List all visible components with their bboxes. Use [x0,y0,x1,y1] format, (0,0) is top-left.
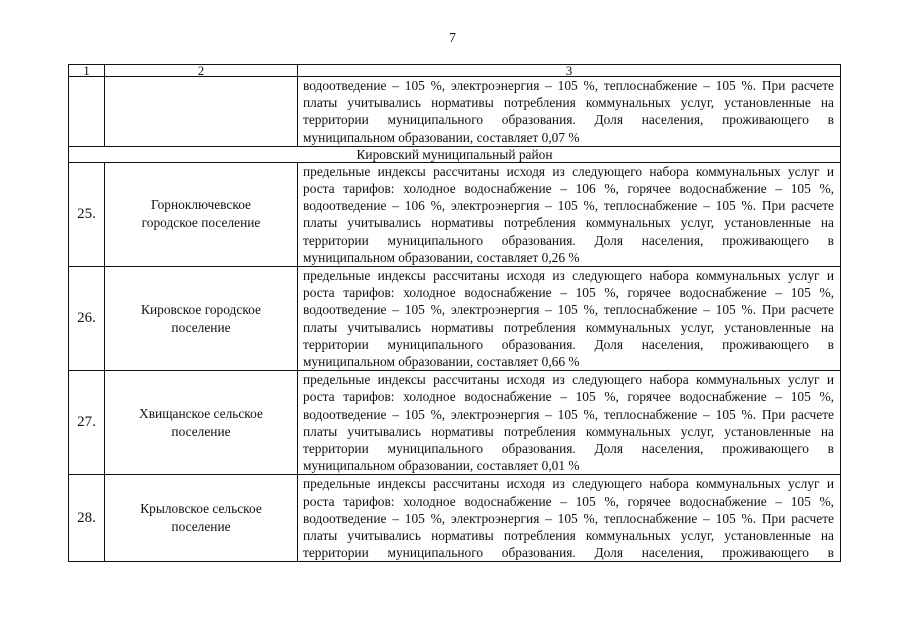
district-heading: Кировский муниципальный район [69,146,841,162]
tariff-description [298,267,841,371]
table-row [69,267,841,371]
row-number: 25. [69,162,105,266]
text-line: платы учитывались нормативы потребления коммунальных услуг, установленные на [303,423,834,439]
text-line: водоотведение – 105 %, электроэнергия – 105 %, теплоснабжение – 105 %. При расчете [303,302,834,318]
row-number: 27. [69,371,105,475]
text-line: муниципальном образовании, составляет 0,26 % [303,249,580,265]
table-row [69,371,841,475]
text-line: водоотведение – 105 %, электроэнергия – 105 %, теплоснабжение – 105 %. При расчете [303,510,834,526]
settlement-name-line: городское поселение [141,215,261,231]
text-line: предельные индексы рассчитаны исходя из следующего набора коммунальных услуг и [303,372,834,388]
page-number: 7 [449,31,456,46]
text-line: территории муниципального образования. Доля населения, проживающего в [303,336,834,352]
row-number: 28. [69,475,105,562]
column-number-row [69,65,841,77]
text-line: платы учитывались нормативы потребления коммунальных услуг, установленные на [303,319,834,335]
text-line: роста тарифов: холодное водоснабжение – 106 %, горячее водоснабжение – 105 %, [303,181,834,197]
district-row [69,146,841,162]
table-row [69,475,841,562]
settlement-name-line: Горноключевское [151,197,251,213]
text-line: водоотведение – 106 %, электроэнергия – 105 %, теплоснабжение – 105 %. При расчете [303,198,834,214]
settlement-name-line: Хвищанское сельское [139,405,263,421]
row-number: 26. [69,267,105,371]
text-line: муниципальном образовании, составляет 0,01 % [303,458,580,474]
text-line: предельные индексы рассчитаны исходя из следующего набора коммунальных услуг и [303,163,834,179]
settlement-name-line: поселение [171,519,231,535]
settlement-name [105,267,298,371]
text-line: роста тарифов: холодное водоснабжение – 105 %, горячее водоснабжение – 105 %, [303,493,834,509]
text-line: платы учитывались нормативы потребления коммунальных услуг, установленные на [303,528,834,544]
settlement-name-line: поселение [171,319,231,335]
text-line: предельные индексы рассчитаны исходя из следующего набора коммунальных услуг и [303,268,834,284]
settlement-name [105,475,298,562]
text-line: водоотведение – 105 %, электроэнергия – 105 %, теплоснабжение – 105 %. При расчете [303,78,834,93]
text-line: платы учитывались нормативы потребления коммунальных услуг, установленные на [303,95,834,111]
settlement-name-line: Крыловское сельское [140,501,262,517]
tariff-description [298,475,841,562]
text-line: территории муниципального образования. Доля населения, проживающего в [303,232,834,248]
settlement-name [105,371,298,475]
tariff-description [298,162,841,266]
settlement-name-line: Кировское городское [141,301,261,317]
text-line: водоотведение – 105 %, электроэнергия – 105 %, теплоснабжение – 105 %. При расчете [303,406,834,422]
tariff-table [68,64,841,562]
column-number-2: 2 [105,65,298,77]
continuation-name-cell [105,77,298,147]
tariff-description [298,371,841,475]
continuation-row [69,77,841,147]
settlement-name [105,162,298,266]
column-number-1: 1 [69,65,105,77]
text-line: муниципальном образовании, составляет 0,66 % [303,354,580,370]
continuation-text-cell [298,77,841,147]
text-line: территории муниципального образования. Доля населения, проживающего в [303,112,834,128]
text-line: муниципальном образовании, составляет 0,07 % [303,129,580,145]
text-line: предельные индексы рассчитаны исходя из следующего набора коммунальных услуг и [303,476,834,492]
text-line: территории муниципального образования. Доля населения, проживающего в [303,545,834,561]
column-number-3: 3 [298,65,841,77]
table-row [69,162,841,266]
text-line: территории муниципального образования. Доля населения, проживающего в [303,441,834,457]
text-line: роста тарифов: холодное водоснабжение – 105 %, горячее водоснабжение – 105 %, [303,285,834,301]
settlement-name-line: поселение [171,423,231,439]
text-line: роста тарифов: холодное водоснабжение – 105 %, горячее водоснабжение – 105 %, [303,389,834,405]
continuation-num-cell [69,77,105,147]
text-line: платы учитывались нормативы потребления коммунальных услуг, установленные на [303,215,834,231]
